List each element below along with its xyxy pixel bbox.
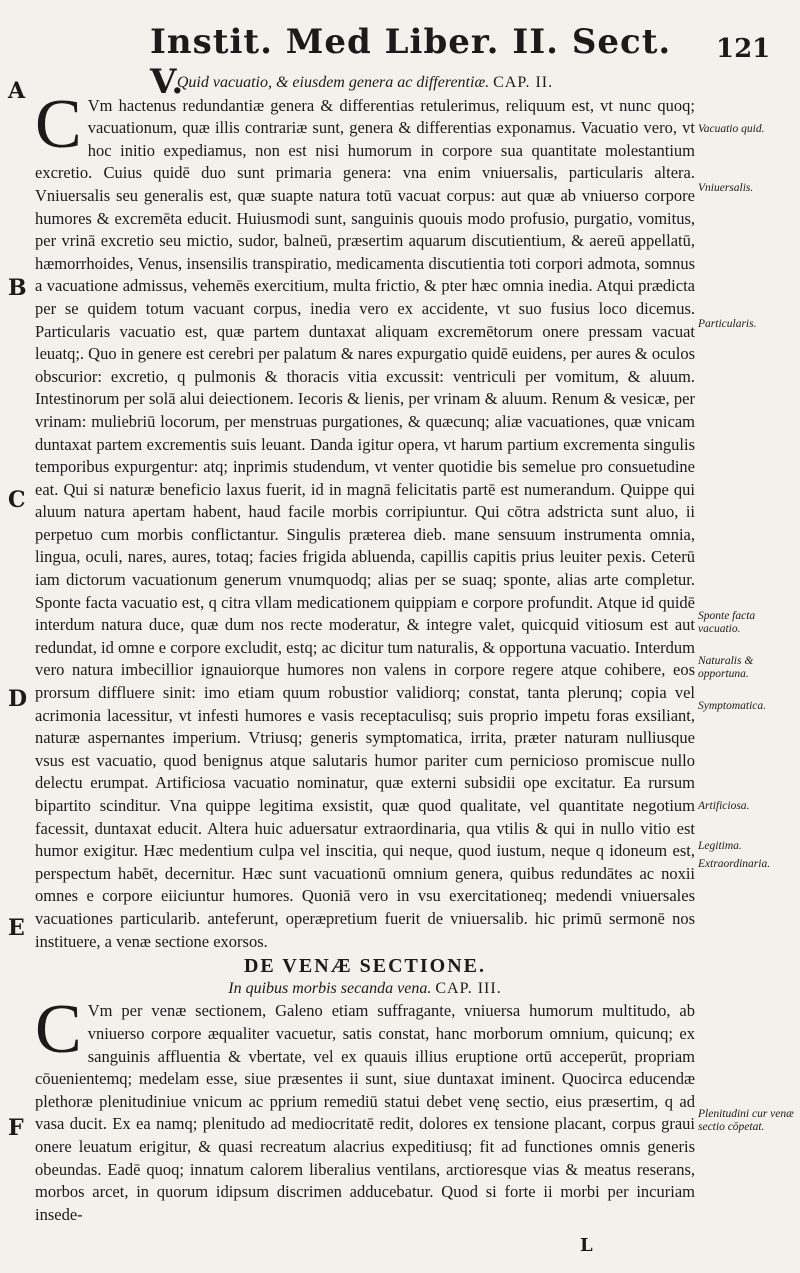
running-head: Instit. Med Liber. II. Sect. V. [150,22,672,102]
chapter-2-dropcap: C [35,85,82,163]
side-note-vacuatio: Vacuatio quid. [698,123,765,135]
margin-letter-e: E [8,915,25,941]
chapter-3-title-text: In quibus morbis secanda vena. [228,979,432,997]
chapter-2-text: Vm hactenus redundantiæ genera & differentias retulerimus, reliquum est, vt nunc quoq; vacuationum, quæ illis contrariæ sunt, genera & differentias exponamus. Vacuatio vero, vt hoc initio expediamus, non est nisi humorum in corpore sua quantitate molestantium excretio. Cuius quidē duo sunt primaria genera: vna enim vniuersalis, particularis altera. Vniuersalis seu generalis est, quæ suapte natura totū vacuat corpus: aut quæ ab vniuerso corpore humores & excremēta educit. Huiusmodi sunt, sanguinis quouis modo profusio, purgatio, vomitus, per vrinā excretio seu mictio, sudor, balneū, præsertim aquarum discutientium, & aereū appellatū, hæmorrhoides, Venus, insensilis transpiratio, medicamenta discutientia toti corpori admota, somnus a vacuatione admissus, vehemēs exercitium, multa frictio, & pter hæc omnia inedia. Atqui prædicta per se quidem totum vacuant corpus, inedia vero ex accidente, vt suo fusius loco dicemus. Particularis vacuatio est, quæ partem duntaxat aliquam excremētorum onere pressam vacuat leuatq;. Quo in genere est cerebri per palatum & nares expurgatio quidē euidens, per aures & oculos obscurior: excretio, q pulmonis & thoracis vitia excussit: ventriculi per vomitum, & aluum. Intestinorum per solā alui deiectionem. Iecoris & lienis, per vrinam & aluum. Renum & vesicæ, per vrinam: muliebriū locorum, per menstruas purgationes, & quæcunq; aliæ vacuationes, quæ vnicam duntaxat partem excrementis suis leuant. Danda igitur opera, vt harum partium excrementa singulis temporibus expurgentur: atq; inprimis studendum, vt venter quotidie bis semelue pro consuetudine eat. Qui si naturæ beneficio laxus fuerit, id in magnā felicitatis partē est numerandum. Quippe qui aluum natura apertam habent, haud facile morbis corripiuntur. Qui cōtra adstricta sunt aluo, ii perpetuo cum morbis conflictantur. Singulis præterea dieb. mane sensuum instrumenta omnia, lingua, oculi, nares, aures, totaq; facies frigida abluenda, capillis capitis prius leuiter pexis. Ceterū iam dictorum vacuationum generum vnumquodq; alias per se suaq; sponte, alias arte completur. Sponte facta vacuatio est, q citra vllam medicationem quippiam e corpore profundit. Atque id quidē interdum natura duce, quæ dum nos recte moderatur, & integre valet, quicquid vitiosum est aut redundat, id omne e corpore excludit, estq; ac dicitur tum naturalis, & opportuna vacuatio. Interdum vero natura imbecillior ignauiorque humores non valens in corpore regere atque cohibere, eos prorsum diffluere sinit: imo etiam quum robustior validiorq; constat, tanta plerunq; copia vel acrimonia lacessitur, vt infesti humores e vasis receptaculisq; suis proprio impetu foras exsiliant, naturæ aspernantes imperium. Vtriusq; generis symptomatica, irrita, præter naturam nulliusque vsus est vacuatio, quod benignus atque salutaris humor pariter cum pernicioso promiscue nullo delectu erumpat. Artificiosa vacuatio nominatur, quæ externi subsidii ope excitatur. Ea rursum bipartito scinditur. Vna quippe legitima exsistit, quæ quod qualitate, vel quantitate negotium facessit, duntaxat educit. Altera huic aduersatur extraordinaria, qua vtilis & qui in nullo vitio est humor exigitur. Hæc medentium culpa vel inscitia, qui neque, quod iustum, neque q idoneum est, perspectum habēt, decernitur. Hæc sunt vacuationū omnium genera, quibus redundātes ac noxii omnes e corpore eiiciuntur humores. Quoniā vero in vsu exercitationeq; medendi vniuersales vacuationes particularib. anteferunt, operæpretium fuerit de vniuersalib. hic primū sermonē nos instituere, a venæ sectione exorsos. [35,95,695,951]
side-note-vniuersalis: Vniuersalis. [698,182,754,194]
margin-letter-a: A [8,78,26,104]
side-note-artificiosa: Artificiosa. [698,800,750,812]
chapter-2-cap: CAP. II. [493,74,554,91]
margin-letter-d: D [8,686,28,712]
chapter-2-body [35,85,695,954]
catchword: L [580,1235,593,1256]
side-note-particularis: Particularis. [698,318,757,330]
side-note-legitima: Legitima. [698,840,742,852]
margin-letter-f: F [8,1115,24,1141]
section-heading: DE VENÆ SECTIONE. [243,955,487,978]
side-note-sponte: Sponte facta vacuatio. [698,610,756,635]
margin-letter-c: C [8,487,26,513]
chapter-2-title-text: Quid vacuatio, & eiusdem genera ac differentiæ. [176,74,490,91]
page-number: 121 [716,34,771,64]
side-note-naturalis: Naturalis & opportuna. [698,655,754,680]
chapter-2-title [35,72,695,95]
chapter-3-title [35,978,695,1001]
main-column [35,72,695,1226]
side-note-symptomatica: Symptomatica. [698,700,767,712]
chapter-3-dropcap: C [35,991,82,1069]
chapter-3-cap: CAP. III. [435,979,502,997]
chapter-3-text: Vm per venæ sectionem, Galeno etiam suffragante, vniuersa humorum multitudo, ab vniuerso corpore æqualiter vacuetur, satis constat, hanc morborum omnium, quicunq; ex sanguinis affluentia & vbertate, vel ex quauis illius eruptione ortū acceperūt, propriam cōuenientemq; medelam esse, siue præsentes ii sunt, siue duntaxat iminent. Quocirca educendæ plethoræ plenitudiniue vnicum ac pprium remediū statui debet venę sectio, eius præsertim, q ad vasa ducit. Ex ea namq; plenitudo ad mediocritatē redit, dolores ex tensione placant, corpus graui onere leuatum erigitur, & quasi recreatum alacrius expeditiusq; fit ad functiones omnis generis obeundas. Eadē quoq; innatum calorem liberalius ventilans, arctioresque vias & meatus reserans, morbos arcet, in quorum idipsum discrimen adducebatur. Quod si forte ii morbi per incuriam insede- [35,1001,695,1224]
chapter-3-body [35,991,695,1226]
margin-letter-b: B [8,275,27,301]
side-note-plenitudini: Plenitudini cur venæ sectio cōpetat. [698,1108,794,1133]
side-note-extraordinaria: Extraordinaria. [698,858,771,870]
